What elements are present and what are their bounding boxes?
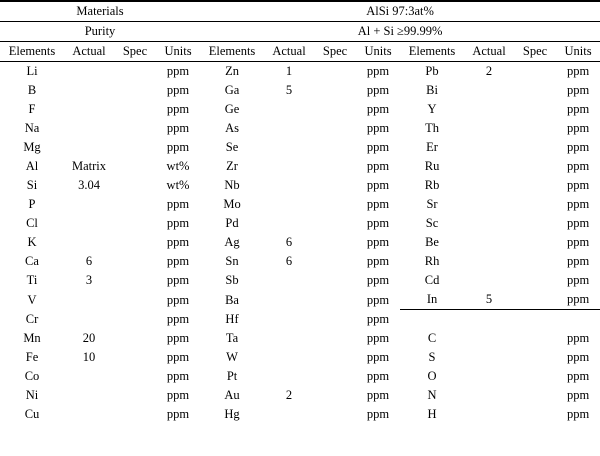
element-actual bbox=[464, 310, 514, 330]
element-actual bbox=[64, 367, 114, 386]
element-spec bbox=[114, 348, 156, 367]
element-actual bbox=[464, 214, 514, 233]
element-name: Al bbox=[25, 159, 39, 174]
element-actual bbox=[264, 348, 314, 367]
element-units: ppm bbox=[166, 369, 190, 384]
element-spec bbox=[514, 233, 556, 252]
element-actual bbox=[64, 81, 114, 100]
element-spec bbox=[114, 176, 156, 195]
element-units: ppm bbox=[366, 388, 390, 403]
column-header-row bbox=[0, 42, 600, 62]
table-row bbox=[0, 119, 600, 138]
element-name: Sc bbox=[425, 216, 439, 231]
element-actual bbox=[464, 233, 514, 252]
element-units: ppm bbox=[566, 235, 590, 250]
element-units: ppm bbox=[366, 235, 390, 250]
element-actual bbox=[464, 367, 514, 386]
element-name: Hg bbox=[224, 407, 240, 422]
element-spec bbox=[314, 100, 356, 119]
element-spec bbox=[114, 386, 156, 405]
element-units: ppm bbox=[566, 216, 590, 231]
element-units: ppm bbox=[166, 197, 190, 212]
table-row bbox=[0, 157, 600, 176]
element-name: Rb bbox=[424, 178, 440, 193]
purity-value: Al + Si ≥99.99% bbox=[200, 22, 600, 42]
element-spec bbox=[514, 138, 556, 157]
element-actual bbox=[64, 138, 114, 157]
element-name: P bbox=[28, 197, 36, 212]
element-actual: 3 bbox=[85, 273, 93, 288]
element-units bbox=[556, 310, 600, 330]
element-actual bbox=[464, 329, 514, 348]
element-units: ppm bbox=[366, 369, 390, 384]
element-actual: 3.04 bbox=[78, 178, 100, 193]
element-name: In bbox=[426, 292, 438, 307]
col-actual-3: Actual bbox=[464, 42, 514, 62]
element-units: ppm bbox=[566, 369, 590, 384]
element-spec bbox=[514, 405, 556, 424]
purity-row bbox=[0, 22, 600, 42]
element-spec bbox=[114, 367, 156, 386]
element-units: ppm bbox=[566, 102, 590, 117]
element-spec bbox=[314, 290, 356, 310]
table-row bbox=[0, 271, 600, 290]
element-spec bbox=[514, 62, 556, 82]
element-name: As bbox=[225, 121, 239, 136]
element-actual bbox=[264, 271, 314, 290]
element-actual bbox=[464, 100, 514, 119]
table-row bbox=[0, 329, 600, 348]
table-row bbox=[0, 252, 600, 271]
element-units: wt% bbox=[166, 159, 190, 174]
element-units: ppm bbox=[166, 292, 190, 307]
element-name: Pb bbox=[425, 64, 439, 79]
element-name: Ca bbox=[25, 254, 39, 269]
element-actual: 2 bbox=[285, 388, 293, 403]
element-spec bbox=[514, 329, 556, 348]
element-name: F bbox=[28, 102, 36, 117]
element-actual bbox=[464, 138, 514, 157]
element-spec bbox=[114, 252, 156, 271]
element-spec bbox=[114, 290, 156, 310]
col-spec-3: Spec bbox=[514, 42, 556, 62]
col-actual-1: Actual bbox=[64, 42, 114, 62]
element-spec bbox=[514, 195, 556, 214]
element-units: ppm bbox=[166, 350, 190, 365]
element-name: Ru bbox=[424, 159, 440, 174]
element-spec bbox=[114, 214, 156, 233]
element-name: Sr bbox=[426, 197, 438, 212]
col-elements-2: Elements bbox=[200, 42, 264, 62]
element-spec bbox=[114, 100, 156, 119]
element-name: Ge bbox=[224, 102, 240, 117]
element-name: Rh bbox=[424, 254, 440, 269]
element-actual bbox=[64, 62, 114, 82]
element-actual: 20 bbox=[82, 331, 96, 346]
element-name: Th bbox=[425, 121, 439, 136]
element-spec bbox=[314, 252, 356, 271]
element-actual: 2 bbox=[485, 64, 493, 79]
element-name: Si bbox=[26, 178, 38, 193]
element-spec bbox=[314, 176, 356, 195]
element-spec bbox=[514, 271, 556, 290]
element-spec bbox=[314, 195, 356, 214]
element-spec bbox=[114, 329, 156, 348]
element-spec bbox=[314, 405, 356, 424]
element-name: Pd bbox=[225, 216, 239, 231]
element-actual bbox=[464, 348, 514, 367]
table-row bbox=[0, 386, 600, 405]
col-spec-2: Spec bbox=[314, 42, 356, 62]
element-spec bbox=[514, 176, 556, 195]
element-units: ppm bbox=[566, 331, 590, 346]
element-units: ppm bbox=[366, 331, 390, 346]
element-units: ppm bbox=[166, 407, 190, 422]
element-units: ppm bbox=[366, 254, 390, 269]
element-spec bbox=[314, 233, 356, 252]
element-units: ppm bbox=[566, 159, 590, 174]
element-actual bbox=[264, 195, 314, 214]
element-name: W bbox=[226, 350, 238, 365]
element-units: ppm bbox=[366, 178, 390, 193]
col-units-1: Units bbox=[156, 42, 200, 62]
element-spec bbox=[114, 195, 156, 214]
element-actual: 6 bbox=[285, 254, 293, 269]
element-units: ppm bbox=[366, 197, 390, 212]
col-elements-3: Elements bbox=[400, 42, 464, 62]
element-units: ppm bbox=[166, 388, 190, 403]
element-name: Zr bbox=[226, 159, 238, 174]
element-units: ppm bbox=[166, 235, 190, 250]
col-elements-1: Elements bbox=[0, 42, 64, 62]
element-actual: 1 bbox=[285, 64, 293, 79]
element-actual bbox=[464, 405, 514, 424]
element-spec bbox=[314, 119, 356, 138]
element-units: ppm bbox=[366, 102, 390, 117]
element-actual: 6 bbox=[285, 235, 293, 250]
element-name: Se bbox=[225, 140, 239, 155]
element-name: Ti bbox=[26, 273, 38, 288]
element-units: ppm bbox=[566, 197, 590, 212]
element-actual bbox=[64, 405, 114, 424]
element-name: K bbox=[27, 235, 37, 250]
element-name: Sn bbox=[225, 254, 239, 269]
purity-label: Purity bbox=[0, 22, 200, 42]
element-name: Sb bbox=[225, 273, 239, 288]
element-actual bbox=[264, 119, 314, 138]
table-row bbox=[0, 214, 600, 233]
element-actual bbox=[464, 81, 514, 100]
element-units: ppm bbox=[366, 83, 390, 98]
table-row bbox=[0, 100, 600, 119]
element-units: ppm bbox=[366, 350, 390, 365]
col-spec-1: Spec bbox=[114, 42, 156, 62]
element-name: Er bbox=[426, 140, 438, 155]
materials-row bbox=[0, 1, 600, 22]
table-row bbox=[0, 195, 600, 214]
element-actual bbox=[264, 290, 314, 310]
element-actual: 5 bbox=[285, 83, 293, 98]
element-actual bbox=[264, 367, 314, 386]
element-name: Ta bbox=[225, 331, 239, 346]
element-units: ppm bbox=[566, 83, 590, 98]
col-actual-2: Actual bbox=[264, 42, 314, 62]
element-name: Ag bbox=[224, 235, 240, 250]
element-name: Li bbox=[26, 64, 38, 79]
element-units: ppm bbox=[566, 388, 590, 403]
element-name: H bbox=[427, 407, 437, 422]
table-row bbox=[0, 405, 600, 424]
element-units: ppm bbox=[166, 102, 190, 117]
element-actual bbox=[264, 176, 314, 195]
element-name: O bbox=[427, 369, 437, 384]
element-units: ppm bbox=[566, 64, 590, 79]
element-actual: 6 bbox=[85, 254, 93, 269]
element-units: ppm bbox=[166, 64, 190, 79]
element-name: N bbox=[427, 388, 437, 403]
element-name: Cd bbox=[424, 273, 440, 288]
element-spec bbox=[514, 310, 556, 330]
element-spec bbox=[114, 405, 156, 424]
element-spec bbox=[514, 119, 556, 138]
element-units: ppm bbox=[166, 216, 190, 231]
element-actual bbox=[464, 157, 514, 176]
element-actual bbox=[64, 386, 114, 405]
element-actual bbox=[64, 290, 114, 310]
element-name: V bbox=[27, 292, 37, 307]
element-units: ppm bbox=[366, 407, 390, 422]
element-actual: Matrix bbox=[71, 159, 107, 174]
element-actual bbox=[64, 214, 114, 233]
element-spec bbox=[114, 119, 156, 138]
element-spec bbox=[114, 157, 156, 176]
element-spec bbox=[514, 157, 556, 176]
element-actual bbox=[264, 405, 314, 424]
element-spec bbox=[314, 271, 356, 290]
element-units: ppm bbox=[566, 350, 590, 365]
table-row bbox=[0, 62, 600, 82]
element-name: Mn bbox=[23, 331, 41, 346]
element-units: ppm bbox=[366, 64, 390, 79]
element-name: Mg bbox=[23, 140, 41, 155]
element-name: Au bbox=[224, 388, 240, 403]
element-spec bbox=[314, 214, 356, 233]
element-spec bbox=[514, 367, 556, 386]
element-actual bbox=[64, 195, 114, 214]
materials-value: AlSi 97:3at% bbox=[200, 1, 600, 22]
element-units: ppm bbox=[166, 83, 190, 98]
element-units: ppm bbox=[166, 140, 190, 155]
element-spec bbox=[514, 386, 556, 405]
element-units: ppm bbox=[566, 140, 590, 155]
element-spec bbox=[514, 348, 556, 367]
element-name: Zn bbox=[225, 64, 239, 79]
element-actual bbox=[464, 252, 514, 271]
element-spec bbox=[114, 81, 156, 100]
element-name: Ni bbox=[25, 388, 39, 403]
element-spec bbox=[114, 138, 156, 157]
element-units: ppm bbox=[566, 407, 590, 422]
element-actual bbox=[464, 386, 514, 405]
element-units: ppm bbox=[566, 254, 590, 269]
element-spec bbox=[514, 252, 556, 271]
table-row bbox=[0, 367, 600, 386]
element-units: ppm bbox=[166, 254, 190, 269]
element-spec bbox=[314, 62, 356, 82]
element-spec bbox=[314, 157, 356, 176]
materials-label: Materials bbox=[0, 1, 200, 22]
element-units: ppm bbox=[166, 331, 190, 346]
element-actual bbox=[64, 310, 114, 330]
element-actual bbox=[264, 100, 314, 119]
table-row bbox=[0, 348, 600, 367]
element-spec bbox=[314, 386, 356, 405]
element-units: wt% bbox=[166, 178, 190, 193]
element-units: ppm bbox=[166, 312, 190, 326]
table-row bbox=[0, 310, 600, 330]
element-name: Fe bbox=[25, 350, 39, 365]
element-actual bbox=[464, 195, 514, 214]
element-actual bbox=[64, 119, 114, 138]
table-row bbox=[0, 138, 600, 157]
element-name: Bi bbox=[426, 83, 438, 98]
element-spec bbox=[514, 214, 556, 233]
element-name bbox=[400, 310, 464, 330]
element-spec bbox=[114, 271, 156, 290]
element-name: C bbox=[427, 331, 437, 346]
element-units: ppm bbox=[166, 273, 190, 288]
element-units: ppm bbox=[366, 292, 390, 307]
table-row bbox=[0, 81, 600, 100]
element-actual bbox=[264, 157, 314, 176]
col-units-2: Units bbox=[356, 42, 400, 62]
element-spec bbox=[514, 100, 556, 119]
element-name: Pt bbox=[226, 369, 238, 384]
element-name: B bbox=[27, 83, 37, 98]
element-units: ppm bbox=[566, 292, 590, 307]
element-spec bbox=[314, 348, 356, 367]
element-name: Mo bbox=[223, 197, 241, 212]
table-row bbox=[0, 233, 600, 252]
element-spec bbox=[114, 310, 156, 330]
table-row bbox=[0, 176, 600, 195]
element-name: Cr bbox=[25, 312, 39, 326]
element-name: Cu bbox=[24, 407, 40, 422]
element-name: Na bbox=[24, 121, 40, 136]
element-units: ppm bbox=[366, 273, 390, 288]
element-spec bbox=[314, 138, 356, 157]
element-name: Hf bbox=[225, 312, 239, 326]
element-actual bbox=[464, 271, 514, 290]
element-name: Cl bbox=[26, 216, 38, 231]
element-name: Nb bbox=[224, 178, 240, 193]
element-actual bbox=[464, 119, 514, 138]
element-units: ppm bbox=[366, 121, 390, 136]
element-actual bbox=[64, 100, 114, 119]
element-units: ppm bbox=[366, 140, 390, 155]
element-actual bbox=[264, 310, 314, 330]
table-row bbox=[0, 290, 600, 310]
element-name: S bbox=[428, 350, 436, 365]
element-units: ppm bbox=[166, 121, 190, 136]
element-actual bbox=[264, 214, 314, 233]
element-spec bbox=[314, 310, 356, 330]
element-actual bbox=[64, 233, 114, 252]
element-actual bbox=[264, 329, 314, 348]
element-spec bbox=[114, 62, 156, 82]
element-units: ppm bbox=[566, 121, 590, 136]
element-spec bbox=[314, 329, 356, 348]
element-units: ppm bbox=[366, 216, 390, 231]
element-spec bbox=[314, 367, 356, 386]
element-spec bbox=[514, 290, 556, 310]
element-units: ppm bbox=[566, 273, 590, 288]
element-units: ppm bbox=[366, 159, 390, 174]
element-name: Co bbox=[24, 369, 40, 384]
element-units: ppm bbox=[566, 178, 590, 193]
element-spec bbox=[514, 81, 556, 100]
element-name: Be bbox=[425, 235, 439, 250]
element-actual bbox=[464, 176, 514, 195]
element-spec bbox=[314, 81, 356, 100]
element-name: Ba bbox=[225, 292, 239, 307]
element-name: Ga bbox=[224, 83, 240, 98]
element-name: Y bbox=[427, 102, 437, 117]
col-units-3: Units bbox=[556, 42, 600, 62]
element-spec bbox=[114, 233, 156, 252]
element-units: ppm bbox=[366, 312, 390, 326]
element-actual: 10 bbox=[82, 350, 96, 365]
element-actual bbox=[264, 138, 314, 157]
element-actual: 5 bbox=[485, 292, 493, 307]
